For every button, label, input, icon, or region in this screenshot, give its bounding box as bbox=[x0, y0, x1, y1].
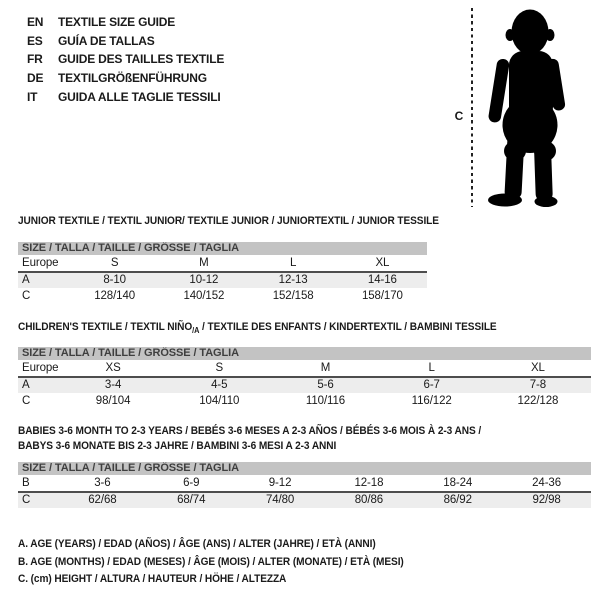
table-row-age bbox=[18, 378, 591, 394]
size-cell: S bbox=[215, 361, 224, 374]
footnote-c-text: C. (cm) HEIGHT / ALTURA / HAUTEUR / HÖHE / ALTEZZA bbox=[18, 573, 287, 585]
table-row-europe bbox=[18, 360, 591, 378]
height-cell: 104/110 bbox=[199, 394, 240, 407]
size-cell: L bbox=[289, 256, 297, 269]
height-cell: 80/86 bbox=[354, 494, 384, 507]
months-cell: 18-24 bbox=[443, 476, 473, 489]
height-cell: 62/68 bbox=[88, 494, 117, 507]
children-table-title bbox=[18, 321, 538, 335]
age-cell: 10-12 bbox=[189, 274, 219, 287]
language-code: IT bbox=[27, 89, 38, 104]
row-label: C bbox=[22, 394, 31, 407]
footnote-a-text: A. AGE (YEARS) / EDAD (AÑOS) / ÂGE (ANS) / ALTER (JAHRE) / ETÀ (ANNI) bbox=[18, 538, 376, 550]
row-label: Europe bbox=[22, 256, 59, 269]
babies-title-line1: BABIES 3-6 MONTH TO 2-3 YEARS / BEBÉS 3-6 MESES A 2-3 AÑOS / BÉBÉS 3-6 MOIS À 2-3 ANS / bbox=[18, 425, 482, 437]
junior-table-title bbox=[18, 215, 476, 227]
row-label: B bbox=[22, 476, 30, 489]
children-table-title-text bbox=[18, 321, 497, 335]
babies-title-line2: BABYS 3-6 MONATE BIS 2-3 JAHRE / BAMBINI 3-6 MESI A 2-3 ANNI bbox=[18, 440, 337, 452]
size-header-band bbox=[18, 462, 591, 475]
row-label: C bbox=[22, 494, 31, 507]
table-row-europe bbox=[18, 255, 427, 273]
height-measure-dashed-line bbox=[471, 8, 473, 207]
height-cell: 152/158 bbox=[272, 289, 314, 302]
row-label: A bbox=[22, 274, 30, 287]
size-header-label: SIZE / TALLA / TAILLE / GRÖSSE / TAGLIA bbox=[22, 242, 239, 254]
language-code: ES bbox=[27, 33, 43, 48]
age-cell: 12-13 bbox=[278, 274, 308, 287]
title-prefix: CHILDREN'S TEXTILE / TEXTIL NIÑO bbox=[18, 321, 193, 333]
language-row bbox=[27, 50, 224, 69]
months-cell: 9-12 bbox=[268, 476, 292, 489]
height-cell: 98/104 bbox=[95, 394, 131, 407]
language-title: GUIDE DES TAILLES TEXTILE bbox=[58, 52, 225, 67]
height-cell: 74/80 bbox=[265, 494, 295, 507]
footnote-b bbox=[18, 554, 437, 572]
row-label: C bbox=[22, 289, 31, 302]
footnote-c bbox=[18, 571, 437, 589]
height-cell: 68/74 bbox=[177, 494, 206, 507]
height-cell: 116/122 bbox=[411, 394, 452, 407]
title-suffix: / TEXTILE DES ENFANTS / KINDERTEXTIL / BAMBINI TESSILE bbox=[199, 321, 497, 333]
footnote-b-text: B. AGE (MONTHS) / EDAD (MESES) / ÂGE (MOIS) / ALTER (MONATE) / ETÀ (MESI) bbox=[18, 555, 404, 568]
language-code: FR bbox=[27, 52, 43, 67]
language-title: GUIDA ALLE TAGLIE TESSILI bbox=[58, 89, 221, 104]
junior-table-title-text: JUNIOR TEXTILE / TEXTIL JUNIOR/ TEXTILE JUNIOR / JUNIORTEXTIL / JUNIOR TESSILE bbox=[18, 215, 439, 227]
language-title: TEXTILGRÖßENFÜHRUNG bbox=[58, 71, 207, 86]
size-cell: XL bbox=[375, 256, 390, 269]
size-cell: S bbox=[110, 256, 119, 269]
height-cell: 92/98 bbox=[532, 494, 561, 507]
height-cell: 86/92 bbox=[443, 494, 472, 507]
months-cell: 6-9 bbox=[183, 476, 200, 489]
language-title-list bbox=[27, 13, 224, 106]
size-header-band bbox=[18, 347, 591, 360]
height-cell: 122/128 bbox=[517, 394, 559, 407]
language-row bbox=[27, 69, 224, 88]
children-size-table bbox=[18, 347, 591, 409]
table-row-age bbox=[18, 273, 427, 289]
junior-size-table bbox=[18, 242, 427, 304]
babies-size-table bbox=[18, 462, 591, 508]
footnote-a bbox=[18, 536, 437, 554]
table-row-height bbox=[18, 288, 427, 304]
size-cell: M bbox=[199, 256, 209, 269]
months-cell: 3-6 bbox=[94, 476, 111, 489]
height-cell: 110/116 bbox=[305, 394, 346, 407]
height-cell: 128/140 bbox=[94, 289, 136, 302]
age-cell: 5-6 bbox=[317, 379, 334, 392]
babies-table-title bbox=[18, 424, 521, 454]
language-title: GUÍA DE TALLAS bbox=[58, 33, 155, 48]
size-cell: L bbox=[428, 361, 435, 374]
age-cell: 14-16 bbox=[367, 274, 397, 287]
size-header-label: SIZE / TALLA / TAILLE / GRÖSSE / TAGLIA bbox=[22, 462, 239, 474]
height-cell: 158/170 bbox=[361, 289, 403, 302]
language-title: TEXTILE SIZE GUIDE bbox=[58, 15, 176, 30]
table-row-months bbox=[18, 475, 591, 493]
size-header-band bbox=[18, 242, 427, 255]
row-label: Europe bbox=[22, 361, 59, 374]
age-cell: 3-4 bbox=[104, 379, 122, 392]
language-code: EN bbox=[27, 15, 44, 30]
height-cell: 140/152 bbox=[183, 289, 225, 302]
language-code: DE bbox=[27, 71, 44, 86]
age-cell: 6-7 bbox=[423, 379, 440, 392]
language-row bbox=[27, 87, 224, 106]
language-row bbox=[27, 13, 224, 32]
age-cell: 7-8 bbox=[529, 379, 547, 392]
footnotes bbox=[18, 536, 437, 589]
age-cell: 8-10 bbox=[103, 274, 126, 287]
months-cell: 24-36 bbox=[532, 476, 562, 489]
baby-silhouette-icon bbox=[484, 7, 570, 207]
row-label: A bbox=[22, 379, 30, 392]
size-header-label: SIZE / TALLA / TAILLE / GRÖSSE / TAGLIA bbox=[22, 347, 239, 359]
size-cell: XS bbox=[105, 361, 121, 374]
size-cell: XL bbox=[530, 361, 545, 374]
title-subscript: /A bbox=[192, 326, 200, 336]
months-cell: 12-18 bbox=[354, 476, 384, 489]
table-row-height bbox=[18, 393, 591, 409]
size-cell: M bbox=[320, 361, 331, 374]
language-row bbox=[27, 32, 224, 51]
age-cell: 4-5 bbox=[211, 379, 228, 392]
table-row-height bbox=[18, 493, 591, 509]
height-measure-label: C bbox=[454, 109, 464, 123]
